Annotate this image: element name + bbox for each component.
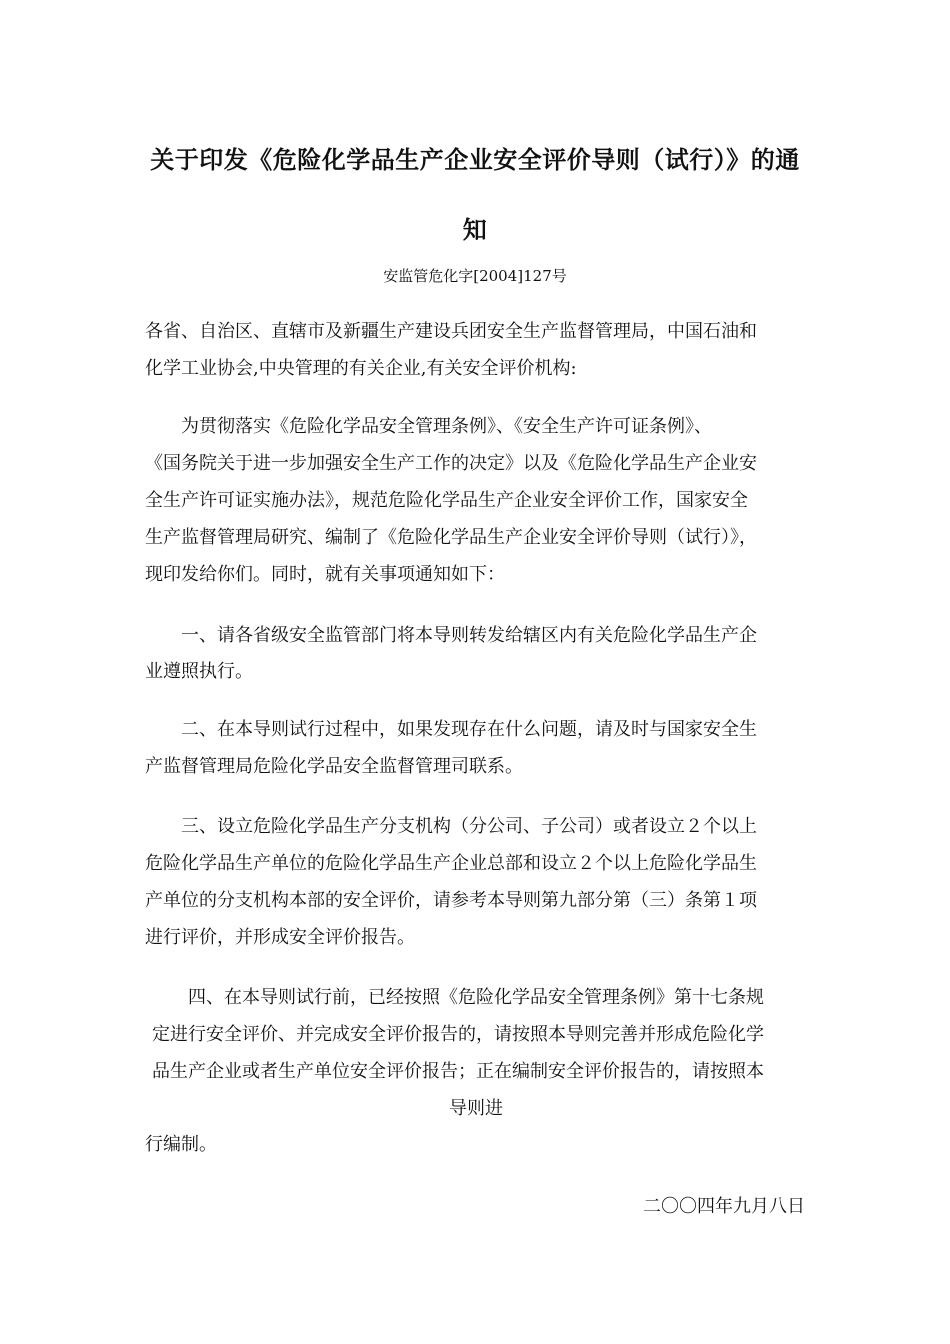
document-title-line-2: 知 bbox=[462, 216, 488, 244]
intro-paragraph-line: 为贯彻落实《危险化学品安全管理条例》、《安全生产许可证条例》、 bbox=[181, 416, 712, 437]
item-2-line: 二、在本导则试行过程中，如果发现存在什么问题，请及时与国家安全生 bbox=[181, 719, 757, 740]
document-number: 安监管危化字[2004]127号 bbox=[383, 267, 567, 285]
item-3-line: 危险化学品生产单位的危险化学品生产企业总部和设立２个以上危险化学品生 bbox=[145, 853, 757, 874]
item-3-line: 进行评价，并形成安全评价报告。 bbox=[145, 927, 415, 948]
item-3-line: 产单位的分支机构本部的安全评价，请参考本导则第九部分第（三）条第１项 bbox=[145, 890, 757, 911]
item-4-line: 定进行安全评价、并完成安全评价报告的，请按照本导则完善并形成危险化学 bbox=[152, 1024, 764, 1045]
addressee-line: 化学工业协会,中央管理的有关企业,有关安全评价机构: bbox=[145, 358, 577, 379]
item-1-line: 一、请各省级安全监管部门将本导则转发给辖区内有关危险化学品生产企 bbox=[181, 625, 757, 646]
item-4-line: 四、在本导则试行前，已经按照《危险化学品安全管理条例》第十七条规 bbox=[188, 987, 764, 1008]
item-1-line: 业遵照执行。 bbox=[145, 661, 253, 682]
item-2-line: 产监督管理局危险化学品安全监督管理司联系。 bbox=[145, 756, 523, 777]
item-4-line: 行编制。 bbox=[145, 1134, 217, 1155]
intro-paragraph-line: 《国务院关于进一步加强安全生产工作的决定》以及《危险化学品生产企业安 bbox=[145, 453, 757, 474]
addressee-line: 各省、自治区、直辖市及新疆生产建设兵团安全生产监督管理局，中国石油和 bbox=[145, 321, 757, 342]
intro-paragraph-line: 生产监督管理局研究、编制了《危险化学品生产企业安全评价导则（试行）》， bbox=[145, 527, 757, 548]
document-title-line-1: 关于印发《危险化学品生产企业安全评价导则（试行）》的通 bbox=[150, 146, 800, 174]
item-4-line: 品生产企业或者生产单位安全评价报告；正在编制安全评价报告的，请按照本 bbox=[152, 1061, 764, 1082]
intro-paragraph-line: 全生产许可证实施办法》，规范危险化学品生产企业安全评价工作，国家安全 bbox=[145, 490, 748, 511]
item-4-line: 导则进 bbox=[449, 1098, 503, 1119]
document-date: 二〇〇四年九月八日 bbox=[643, 1196, 805, 1217]
item-3-line: 三、设立危险化学品生产分支机构（分公司、子公司）或者设立２个以上 bbox=[181, 816, 757, 837]
intro-paragraph-line: 现印发给你们。同时，就有关事项通知如下： bbox=[145, 564, 505, 585]
